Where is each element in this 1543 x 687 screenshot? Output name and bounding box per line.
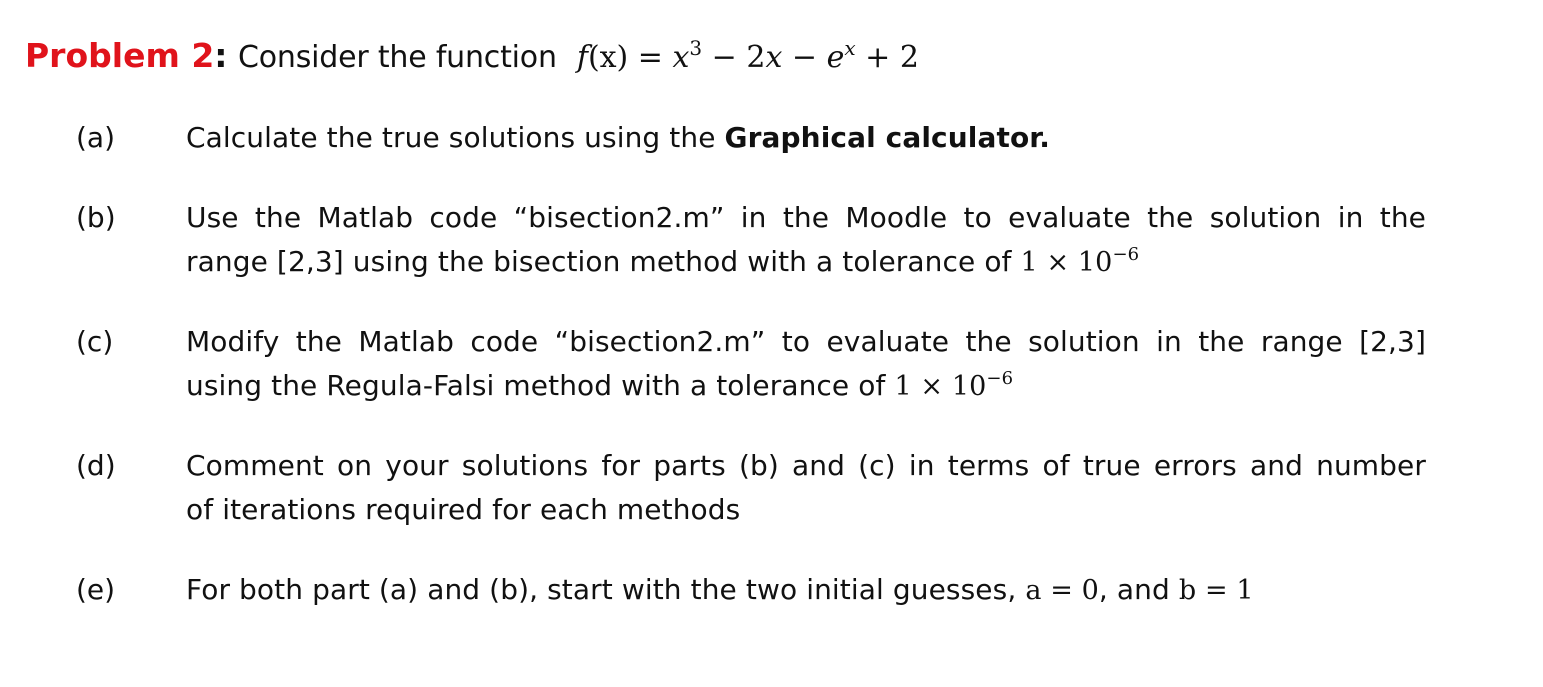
- part-e-text: For both part (a) and (b), start with the two initial guesses,: [186, 573, 1026, 606]
- problem-label: Problem 2: [25, 36, 215, 75]
- problem-colon: :: [214, 36, 228, 75]
- part-text-a: [186, 116, 1426, 160]
- part-d-line1: Comment on your solutions for parts (b) and (c) in terms of true errors and number: [186, 449, 1426, 482]
- part-b-line1: Use the Matlab code “bisection2.m” in the Moodle to evaluate the solution in the: [186, 201, 1426, 234]
- minus-two: − 2: [702, 40, 766, 75]
- plus-two: + 2: [855, 40, 919, 75]
- part-c-tolerance: 1 × 10: [894, 371, 987, 402]
- part-label-d: (d): [76, 449, 116, 482]
- part-text-e: [186, 568, 1426, 613]
- part-c-tolerance-exp: −6: [986, 368, 1014, 389]
- part-a-text: Calculate the true solutions using the: [186, 121, 725, 154]
- part-a-bold: Graphical calculator.: [724, 121, 1050, 154]
- part-text-c: [186, 320, 1426, 409]
- part-e-guess-a: a = 0: [1025, 575, 1099, 606]
- part-b-tolerance-exp: −6: [1112, 244, 1140, 265]
- problem-intro: Consider the function: [238, 40, 557, 75]
- part-label-e: (e): [76, 573, 116, 606]
- cube-base: x: [672, 40, 690, 75]
- part-c-line2: using the Regula-Falsi method with a tolerance of: [186, 369, 895, 402]
- part-e-sep: , and: [1098, 573, 1179, 606]
- part-b-tolerance: 1 × 10: [1020, 247, 1113, 278]
- part-label-a: (a): [76, 121, 116, 154]
- function-arg: (x): [587, 40, 629, 75]
- exp-base: e: [826, 40, 845, 75]
- function-name: f: [576, 40, 588, 75]
- part-text-d: [186, 444, 1426, 532]
- problem-heading: [25, 32, 919, 82]
- part-d-line2: of iterations required for each methods: [186, 493, 741, 526]
- part-label-b: (b): [76, 201, 116, 234]
- part-e-guess-b: b = 1: [1178, 575, 1254, 606]
- minus-sign: −: [782, 40, 827, 75]
- cube-exponent: 3: [689, 36, 703, 60]
- function-expression: [567, 36, 919, 75]
- part-c-line1: Modify the Matlab code “bisection2.m” to evaluate the solution in the range [2,3]: [186, 325, 1426, 358]
- equals-sign: =: [628, 40, 673, 75]
- part-text-b: [186, 196, 1426, 285]
- exp-exponent: x: [844, 36, 856, 60]
- part-b-line2: range [2,3] using the bisection method with a tolerance of: [186, 245, 1021, 278]
- part-label-c: (c): [76, 325, 114, 358]
- linear-var: x: [765, 40, 783, 75]
